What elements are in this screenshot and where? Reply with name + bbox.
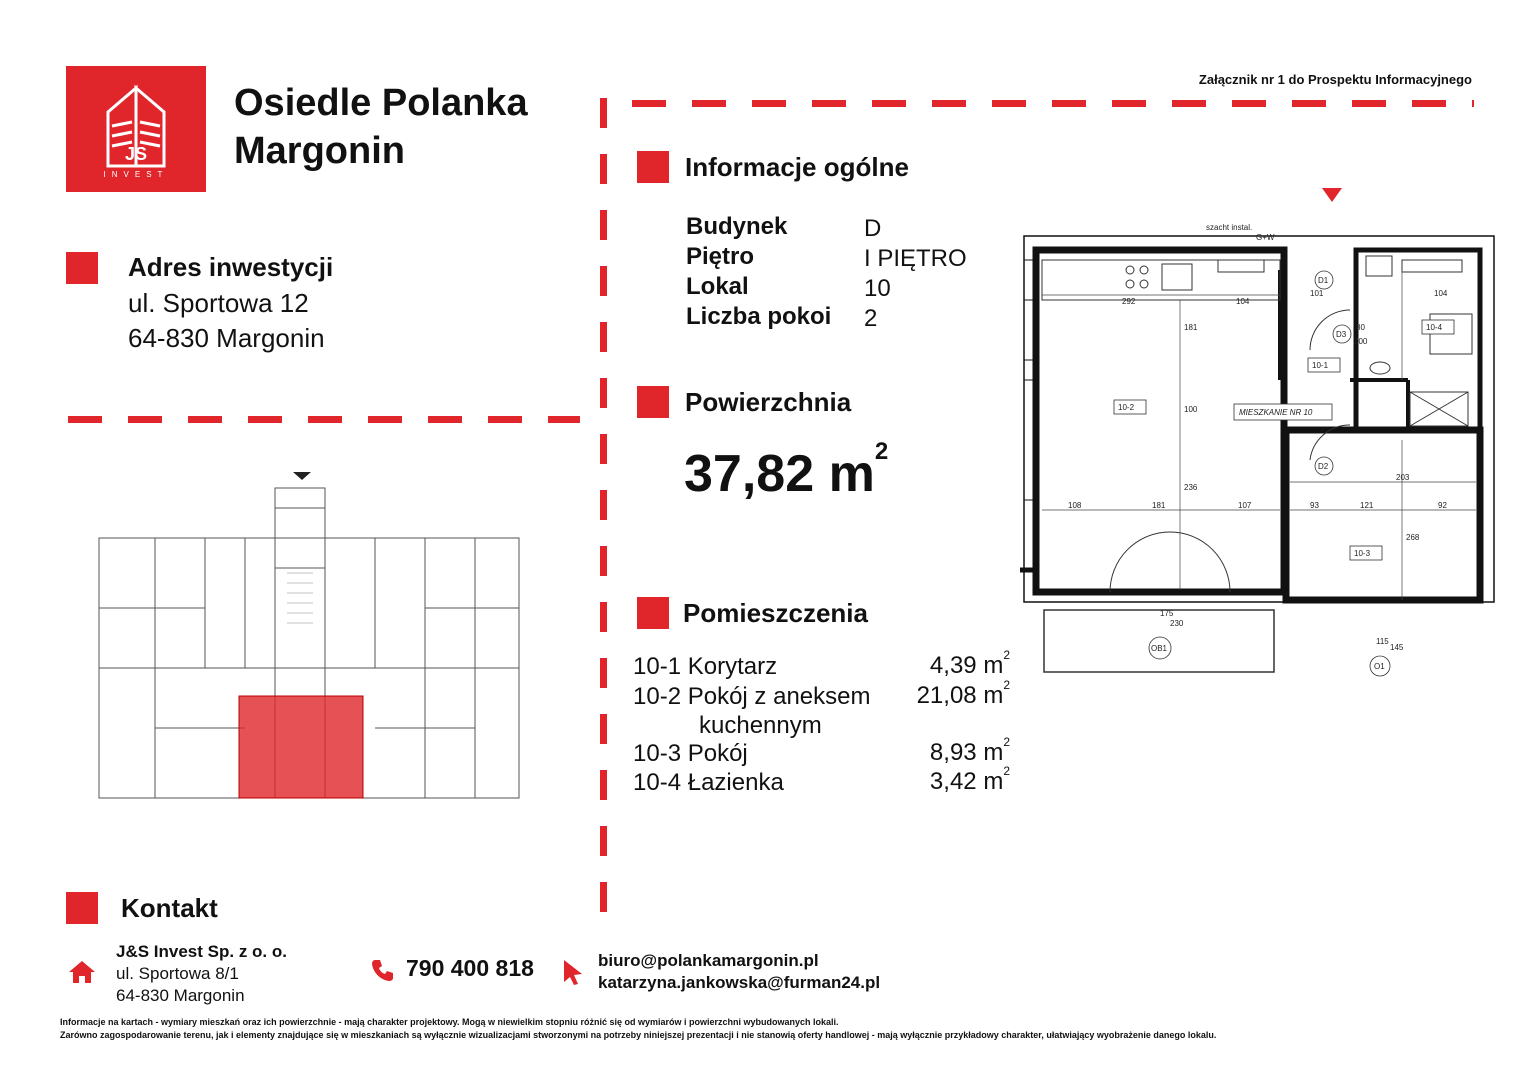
surface-heading: Powierzchnia (685, 387, 852, 417)
dim-label: 268 (1406, 533, 1420, 542)
footer-disclaimer-1: Informacje na kartach - wymiary mieszkań oraz ich powierzchnie - mają charakter projektowy. Mogą w niewielkim stopniu różnić się od wymiarów i powierzchni wybudowanych lokali. (60, 1017, 839, 1027)
window-tag-o1: O1 (1374, 662, 1385, 671)
surface-marker-icon (637, 386, 669, 418)
cursor-icon (562, 958, 584, 986)
vertical-divider (600, 98, 607, 920)
top-right-divider (632, 100, 1474, 107)
info-label-building: Budynek (686, 213, 788, 240)
info-value-rooms: 2 (864, 305, 878, 332)
contact-company: J&S Invest Sp. z o. o. (116, 942, 287, 961)
dim-label: 92 (1438, 501, 1447, 510)
contact-heading: Kontakt (121, 893, 218, 923)
room-tag-10-1: 10-1 (1312, 361, 1329, 370)
room-name: Pokój (687, 740, 748, 767)
info-value-unit: 10 (864, 275, 891, 302)
dim-label: 93 (1310, 501, 1319, 510)
dim-label: 115 (1376, 637, 1389, 646)
general-marker-icon (637, 151, 669, 183)
address-street: ul. Sportowa 12 (128, 288, 309, 318)
rooms-heading: Pomieszczenia (683, 598, 868, 628)
building-key-plan (95, 468, 535, 828)
logo-text: JS (124, 144, 148, 164)
room-area-2 (880, 678, 1010, 710)
contact-email-1[interactable]: biuro@polankamargonin.pl (598, 951, 819, 970)
address-heading: Adres inwestycji (128, 252, 334, 282)
door-tag-d3: D3 (1336, 330, 1347, 339)
contact-email-2[interactable]: katarzyna.jankowska@furman24.pl (598, 973, 881, 992)
room-tag-10-2: 10-2 (1118, 403, 1135, 412)
dim-label: 292 (1122, 297, 1136, 306)
unit-highlight (239, 696, 363, 798)
room-name: Korytarz (687, 653, 778, 680)
shaft-label: szacht instal. (1206, 223, 1253, 232)
room-row-3 (633, 740, 748, 768)
room-tag-10-3: 10-3 (1354, 549, 1371, 558)
room-area-value: 21,08 (916, 682, 977, 709)
room-area-value: 3,42 (929, 768, 977, 795)
dim-label: 145 (1390, 643, 1404, 652)
page-title-line1: Osiedle Polanka (234, 82, 528, 124)
surface-exp: 2 (874, 438, 889, 465)
surface-value-wrap (684, 438, 889, 504)
room-area-exp: 2 (1003, 648, 1010, 662)
room-row-2 (633, 683, 870, 711)
gw-label: G+W (1256, 233, 1275, 242)
dim-label: 104 (1236, 297, 1250, 306)
address-city: 64-830 Margonin (128, 323, 325, 353)
door-tag-d2: D2 (1318, 462, 1329, 471)
footer-disclaimer-2: Zarówno zagospodarowanie terenu, jak i elementy znajdujące się w mieszkaniach są wyłącznie wizualizacjami stworzonymi na potrzeby niniejszej prezentacji i nie stanowią oferty handlowej - mają wyłącznie przykładowy charakter, ułatwiający wyobrażenie danego lokalu. (60, 1030, 1217, 1040)
dim-label: 121 (1360, 501, 1374, 510)
dim-label: 181 (1152, 501, 1166, 510)
info-value-building: D (864, 215, 882, 242)
dim-label: 230 (1170, 619, 1184, 628)
left-divider (68, 416, 580, 423)
room-area-1 (880, 648, 1010, 680)
dim-label: 108 (1068, 501, 1082, 510)
contact-city: 64-830 Margonin (116, 986, 245, 1005)
room-area-unit: m (983, 652, 1004, 679)
address-marker-icon (66, 252, 98, 284)
apartment-tag: MIESZKANIE NR 10 (1239, 408, 1313, 417)
room-area-3 (880, 735, 1010, 767)
room-area-exp: 2 (1003, 735, 1010, 749)
room-area-unit: m (983, 768, 1004, 795)
contact-phone[interactable]: 790 400 818 (406, 955, 534, 981)
dim-label: 236 (1184, 483, 1198, 492)
room-row-2-cont: kuchennym (699, 712, 822, 739)
room-row-4 (633, 769, 784, 797)
room-row-1 (633, 653, 777, 681)
room-area-unit: m (983, 682, 1004, 709)
dim-label: 181 (1184, 323, 1198, 332)
room-area-value: 4,39 (929, 652, 977, 679)
general-heading: Informacje ogólne (685, 152, 909, 182)
dim-label: 175 (1160, 609, 1174, 618)
info-label-rooms: Liczba pokoi (686, 303, 832, 330)
dim-label: 200 (1354, 337, 1368, 346)
room-code: 10-1 (633, 653, 682, 680)
dim-label: 100 (1184, 405, 1198, 414)
info-label-unit: Lokal (686, 273, 749, 300)
dim-label: 104 (1434, 289, 1448, 298)
contact-street: ul. Sportowa 8/1 (116, 964, 239, 983)
door-tag-d1: D1 (1318, 276, 1329, 285)
contact-marker-icon (66, 892, 98, 924)
dim-label: 101 (1310, 289, 1324, 298)
window-tag-ob1: OB1 (1151, 644, 1168, 653)
dim-label: 203 (1396, 473, 1410, 482)
entrance-arrow-icon (1322, 188, 1342, 202)
north-arrow-icon (293, 472, 311, 480)
surface-value: 37,82 m (684, 445, 875, 503)
dim-label: 80 (1356, 323, 1365, 332)
room-name: Pokój z aneksem (687, 683, 871, 710)
attachment-note: Załącznik nr 1 do Prospektu Informacyjnego (1198, 72, 1472, 87)
room-area-unit: m (983, 739, 1004, 766)
home-icon (68, 960, 96, 984)
room-area-exp: 2 (1003, 764, 1010, 778)
room-code: 10-2 (633, 683, 682, 710)
room-code: 10-4 (633, 769, 682, 796)
info-value-floor: I PIĘTRO (864, 245, 967, 272)
room-tag-10-4: 10-4 (1426, 323, 1443, 332)
dim-label: 107 (1238, 501, 1252, 510)
room-area-value: 8,93 (929, 739, 977, 766)
room-area-exp: 2 (1003, 678, 1010, 692)
room-area-4 (880, 764, 1010, 796)
room-code: 10-3 (633, 740, 682, 767)
page-title-line2: Margonin (234, 130, 405, 172)
rooms-marker-icon (637, 597, 669, 629)
floor-plan (1010, 180, 1500, 690)
room-name: Łazienka (687, 769, 784, 796)
phone-icon (370, 958, 394, 982)
info-label-floor: Piętro (686, 243, 755, 270)
logo (66, 66, 206, 192)
logo-subtext: INVEST (103, 170, 169, 179)
